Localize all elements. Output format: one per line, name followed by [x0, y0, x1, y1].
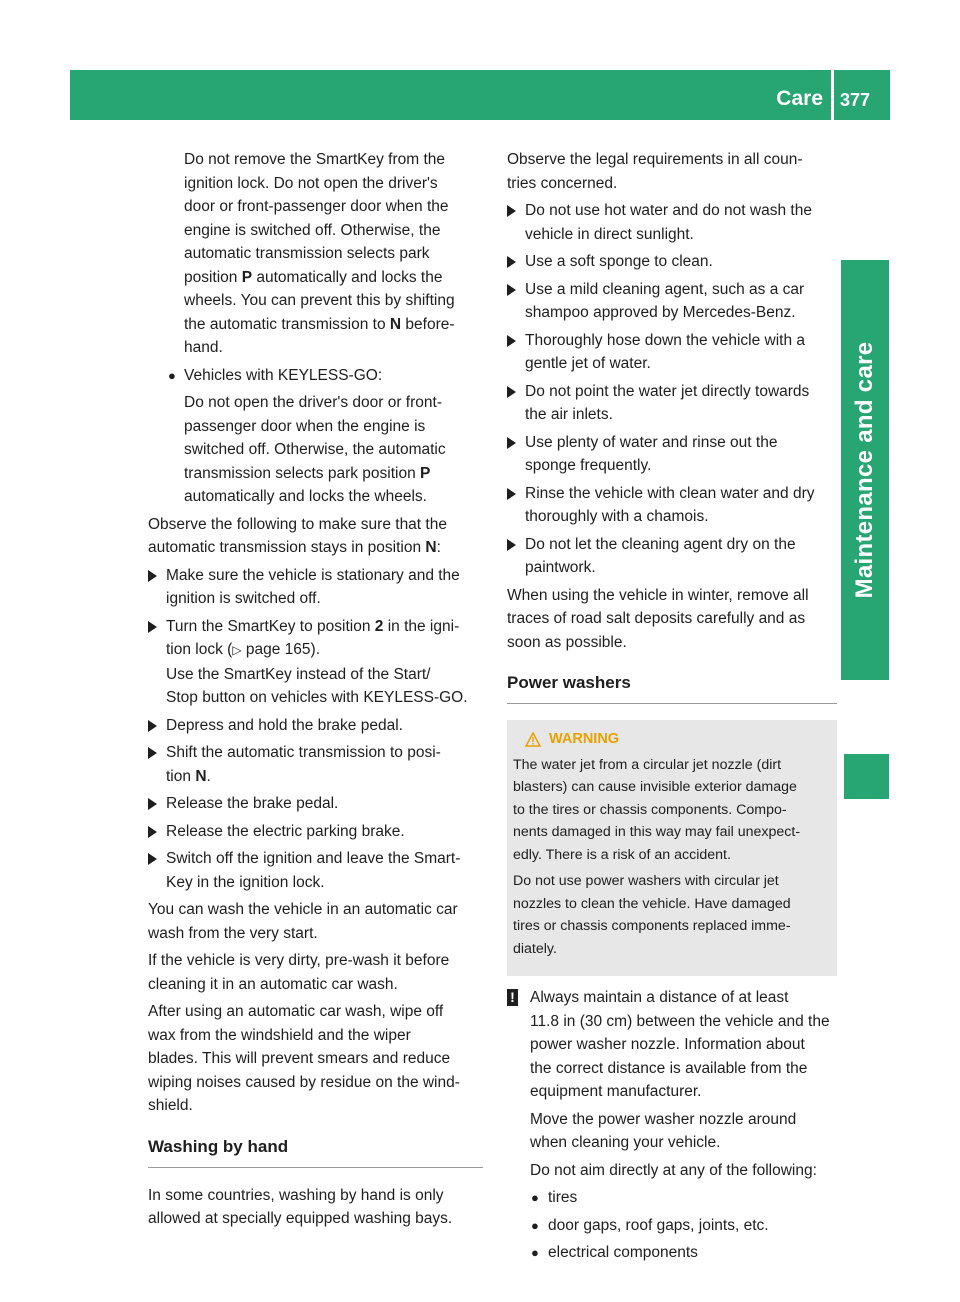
text-line: [184, 313, 483, 337]
text-line: cleaning it in an automatic car wash.: [148, 975, 398, 993]
text-line: ignition lock. Do not open the driver's: [184, 174, 438, 192]
auto-wash-paragraph: [148, 898, 483, 945]
text-line: gentle jet of water.: [525, 355, 651, 372]
text-line: You can wash the vehicle in an automatic car: [148, 901, 458, 918]
text-line: Key in the ignition lock.: [166, 873, 325, 891]
text-line: Use plenty of water and rinse out the: [525, 433, 778, 451]
text-line: Move the power washer nozzle around: [530, 1110, 797, 1128]
text-span: tion lock (: [166, 641, 233, 658]
text-line: Shift the automatic transmission to posi-: [166, 744, 441, 761]
instruction-step: [507, 533, 837, 580]
text-line: nozzles to clean the vehicle. Have damaged: [513, 895, 791, 912]
text-line: traces of road salt deposits carefully and as: [507, 610, 806, 627]
text-line: Do not use power washers with circular jet: [513, 873, 779, 889]
notice-paragraph: [520, 986, 837, 1104]
list-item-text: electrical components: [548, 1244, 698, 1261]
text-line: soon as possible.: [507, 633, 627, 651]
instruction-step: [148, 820, 483, 844]
text-line: tries concerned.: [507, 174, 618, 192]
text-line: Rinse the vehicle with clean water and dry: [525, 484, 815, 502]
bullet-icon: ●: [531, 1217, 539, 1233]
notice-paragraph: [520, 1159, 837, 1183]
step-arrow-icon: [148, 826, 157, 838]
text-line: wiping noises caused by residue on the wind-: [148, 1073, 460, 1091]
warning-triangle-icon: [525, 732, 541, 747]
step-arrow-icon: [507, 284, 516, 296]
text-line: Use the SmartKey instead of the Start/: [166, 665, 431, 683]
text-line: Depress and hold the brake pedal.: [166, 716, 403, 734]
position-label: N: [195, 767, 207, 785]
instruction-step: [507, 431, 837, 478]
position-label: P: [241, 268, 253, 286]
text-line: Release the brake pedal.: [166, 795, 339, 812]
text-span: tion: [166, 767, 196, 785]
text-line: power washer nozzle. Information about: [530, 1036, 805, 1053]
step-arrow-icon: [148, 621, 157, 633]
text-line: ignition is switched off.: [166, 590, 321, 607]
legal-paragraph: [507, 148, 837, 195]
warning-title: [525, 728, 831, 751]
warning-box: [507, 720, 837, 976]
text-line: equipment manufacturer.: [530, 1083, 702, 1100]
warning-label: WARNING: [549, 731, 620, 747]
text-line: Always maintain a distance of at least: [530, 989, 789, 1006]
header-divider: [831, 70, 834, 120]
text-span: in the igni-: [383, 617, 460, 635]
instruction-step: [507, 250, 837, 274]
text-line: allowed at specially equipped washing bays.: [148, 1210, 453, 1227]
text-line: Release the electric parking brake.: [166, 822, 405, 840]
text-line: Thoroughly hose down the vehicle with a: [525, 331, 806, 349]
hand-wash-paragraph: [148, 1184, 483, 1231]
smartkey-paragraph: [148, 148, 483, 360]
text-line: nents damaged in this way may fail unexpect-: [513, 824, 801, 840]
side-tab-marker: [844, 754, 889, 799]
exclamation-icon: !: [507, 989, 518, 1006]
left-column: [148, 148, 483, 1235]
step-arrow-icon: [507, 386, 516, 398]
warning-paragraph: [513, 870, 831, 960]
after-wash-paragraph: [148, 1000, 483, 1118]
step-arrow-icon: [148, 570, 157, 582]
text-line: Use a soft sponge to clean.: [525, 253, 713, 270]
text-span: before-: [401, 315, 455, 333]
step-arrow-icon: [148, 747, 157, 759]
text-line: shampoo approved by Mercedes-Benz.: [525, 304, 796, 321]
text-line: thoroughly with a chamois.: [525, 508, 709, 525]
text-line: automatic transmission selects park: [184, 245, 430, 262]
text-line: Do not point the water jet directly towards: [525, 382, 810, 400]
text-line: Switch off the ignition and leave the Smart-: [166, 850, 461, 867]
text-span: transmission selects park position: [184, 464, 421, 482]
text-line: Stop button on vehicles with KEYLESS-GO.: [166, 689, 468, 706]
text-line: wheels. You can prevent this by shifting: [184, 292, 455, 309]
text-line: wax from the windshield and the wiper: [148, 1026, 411, 1044]
text-line: Observe the following to make sure that the: [148, 515, 447, 533]
instruction-step: [148, 847, 483, 894]
list-item: [530, 1186, 837, 1210]
section-title: Care: [776, 87, 823, 110]
section-heading-power-washers: Power washers: [507, 672, 837, 704]
text-line: wash from the very start.: [148, 924, 318, 942]
list-item-text: tires: [548, 1189, 578, 1206]
text-line: Use a mild cleaning agent, such as a car: [525, 280, 805, 298]
text-line: passenger door when the engine is: [184, 417, 426, 435]
text-span: automatically and locks the: [252, 268, 443, 286]
text-line: [148, 536, 483, 560]
text-line: paintwork.: [525, 559, 596, 576]
text-line: blasters) can cause invisible exterior damage: [513, 779, 797, 795]
text-line: automatically and locks the wheels.: [184, 488, 427, 505]
text-line: Make sure the vehicle is stationary and the: [166, 566, 460, 584]
text-line: Do not let the cleaning agent dry on the: [525, 535, 796, 553]
text-line: door or front-passenger door when the: [184, 198, 449, 215]
page-ref-link[interactable]: page 165).: [241, 641, 321, 658]
text-line: diately.: [513, 940, 557, 957]
text-span: the automatic transmission to: [184, 315, 390, 333]
text-line: when cleaning your vehicle.: [530, 1134, 721, 1151]
instruction-step: [507, 482, 837, 529]
step-arrow-icon: [507, 488, 516, 500]
instruction-step: [148, 564, 483, 611]
text-line: Do not open the driver's door or front-: [184, 394, 442, 411]
text-line: to the tires or chassis components. Compo-: [513, 801, 787, 818]
text-line: the air inlets.: [525, 406, 613, 423]
text-line: [166, 638, 483, 663]
step-arrow-icon: [148, 798, 157, 810]
text-line: [166, 765, 483, 789]
instruction-step: [148, 615, 483, 710]
step-arrow-icon: [507, 539, 516, 551]
list-item: [530, 1214, 837, 1238]
instruction-step: [148, 714, 483, 738]
notice-paragraph: [520, 1108, 837, 1155]
position-label: 2: [374, 617, 384, 635]
keyless-bullet: [148, 364, 483, 509]
text-line: blades. This will prevent smears and reduce: [148, 1050, 451, 1067]
text-line: The water jet from a circular jet nozzle (dirt: [513, 756, 782, 773]
instruction-step: [507, 199, 837, 246]
text-line: If the vehicle is very dirty, pre-wash it before: [148, 952, 450, 969]
text-span: position: [184, 268, 242, 286]
text-line: Do not aim directly at any of the following:: [530, 1161, 817, 1179]
step-arrow-icon: [507, 335, 516, 347]
winter-paragraph: [507, 584, 837, 655]
page-ref-icon: ▷: [232, 643, 242, 657]
instruction-step: [507, 278, 837, 325]
text-line: tires or chassis components replaced imme-: [513, 918, 791, 934]
warning-paragraph: [513, 754, 831, 867]
section-heading-washing-by-hand: Washing by hand: [148, 1136, 483, 1168]
text-line: In some countries, washing by hand is only: [148, 1186, 444, 1204]
text-line: Observe the legal requirements in all coun-: [507, 151, 803, 168]
instruction-step: [148, 792, 483, 816]
text-line: edly. There is a risk of an accident.: [513, 846, 731, 863]
instruction-step: [507, 380, 837, 427]
text-line: engine is switched off. Otherwise, the: [184, 221, 441, 239]
list-item-text: door gaps, roof gaps, joints, etc.: [548, 1216, 769, 1234]
list-item: [530, 1241, 837, 1265]
page-number: 377: [840, 90, 871, 110]
text-span: Turn the SmartKey to position: [166, 617, 375, 635]
observe-paragraph: [148, 513, 483, 560]
step-arrow-icon: [507, 437, 516, 449]
instruction-step: [507, 329, 837, 376]
bullet-icon: ●: [531, 1245, 539, 1260]
text-line: switched off. Otherwise, the automatic: [184, 441, 446, 458]
text-span: .: [206, 767, 211, 785]
text-line: the correct distance is available from the: [530, 1059, 808, 1077]
step-arrow-icon: [507, 256, 516, 268]
position-label: N: [425, 539, 437, 556]
right-column: [507, 148, 837, 1269]
position-label: N: [389, 315, 402, 333]
text-line: After using an automatic car wash, wipe off: [148, 1003, 444, 1020]
bullet-icon: ●: [168, 367, 176, 383]
position-label: P: [420, 464, 431, 482]
text-line: sponge frequently.: [525, 457, 652, 474]
side-tab-label: Maintenance and care: [851, 341, 878, 599]
text-line: hand.: [184, 339, 223, 356]
text-span: automatic transmission stays in position: [148, 539, 426, 556]
text-line: When using the vehicle in winter, remove all: [507, 586, 809, 604]
instruction-step: [148, 741, 483, 788]
text-line: Vehicles with KEYLESS-GO:: [184, 366, 383, 384]
text-line: [184, 462, 483, 486]
notice-block: [507, 986, 837, 1265]
text-line: Do not remove the SmartKey from the: [184, 151, 446, 168]
text-line: [184, 266, 483, 290]
text-line: vehicle in direct sunlight.: [525, 225, 694, 243]
text-line: [166, 615, 483, 639]
side-tab-label-wrap: [841, 260, 889, 680]
prewash-paragraph: [148, 949, 483, 996]
text-line: 11.8 in (30 cm) between the vehicle and the: [530, 1012, 830, 1030]
text-line: shield.: [148, 1097, 193, 1114]
step-arrow-icon: [148, 853, 157, 865]
step-arrow-icon: [507, 205, 516, 217]
bullet-icon: ●: [531, 1190, 539, 1205]
text-line: Do not use hot water and do not wash the: [525, 202, 812, 219]
step-arrow-icon: [148, 720, 157, 732]
text-span: :: [436, 539, 441, 556]
